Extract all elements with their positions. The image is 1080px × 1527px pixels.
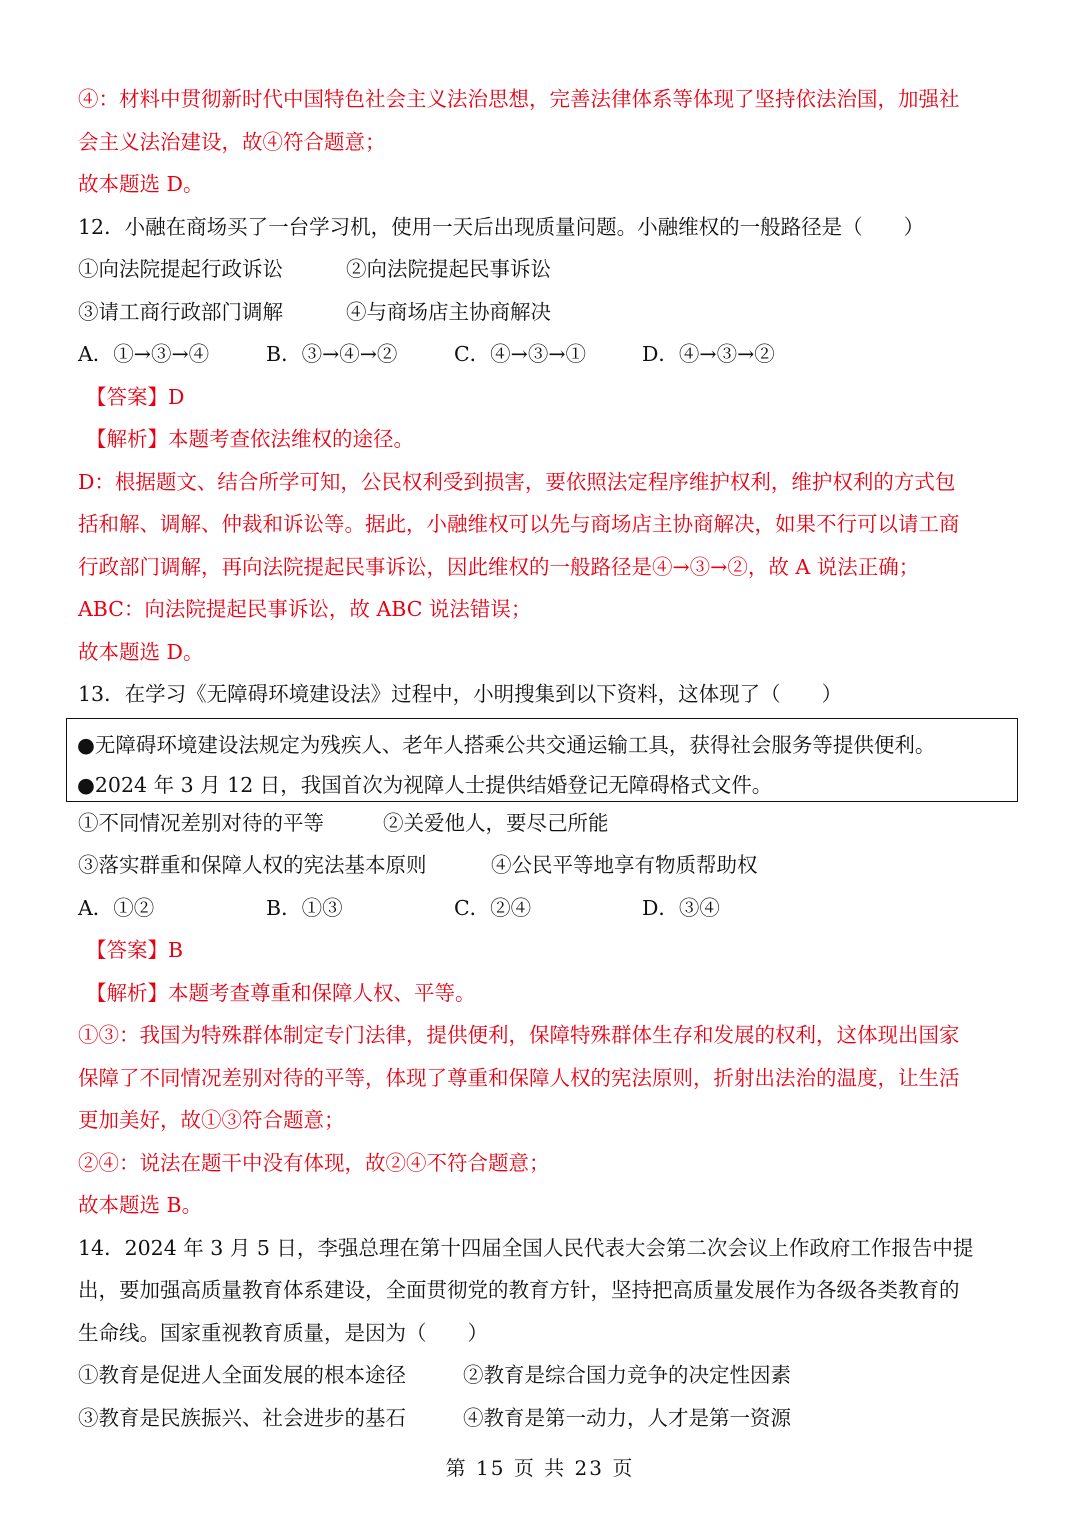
q13-statement-1: ①不同情况差别对待的平等: [78, 810, 324, 835]
q12-statements-row-2: [78, 291, 1006, 334]
q12-choice-b: B．③→④→②: [266, 342, 398, 366]
q12-statement-2: ②向法院提起民事诉讼: [346, 257, 551, 281]
q13-statement-3: ③落实群重和保障人权的宪法基本原则: [78, 853, 427, 877]
q12-choice-d: D．④→③→②: [642, 342, 775, 366]
q14-statement-4: ④教育是第一动力，人才是第一资源: [463, 1405, 791, 1430]
q14-statement-3: ③教育是民族振兴、社会进步的基石: [78, 1405, 406, 1430]
q14-stem-line-1: 14．2024 年 3 月 5 日，李强总理在第十四届全国人民代表大会第二次会议上作政府工作报告中提: [78, 1235, 974, 1260]
q13-analysis-line-2: 保障了不同情况差别对待的平等，体现了尊重和保障人权的宪法原则，折射出法治的温度，让生活: [78, 1065, 960, 1090]
q13-statements-row-1: [78, 802, 1006, 845]
document-page: [78, 78, 1006, 1439]
q13-analysis-line-3: 更加美好，故①③符合题意；: [78, 1108, 345, 1132]
q12-choices: [78, 333, 1006, 376]
prev-analysis-line-2: 会主义法治建设，故④符合题意；: [78, 129, 386, 154]
q14-stem-line-2: 出，要加强高质量教育体系建设，全面贯彻党的教育方针，坚持把高质量发展作为各级各类教育的: [78, 1278, 960, 1302]
q13-analysis-heading: 【解析】本题考查尊重和保障人权、平等。: [86, 980, 476, 1005]
q13-choice-b: B．①③: [266, 895, 343, 920]
q12-choice-c: C．④→③→①: [454, 342, 587, 366]
q12-analysis-line-1: D：根据题文、结合所学可知，公民权利受到损害，要依照法定程序维护权利，维护权利的方式包: [78, 469, 956, 494]
page-footer: 第 15 页 共 23 页: [445, 1456, 635, 1480]
q14-stem-line-3: 生命线。国家重视教育质量，是因为（ ）: [78, 1320, 488, 1345]
q13-statement-2: ②关爱他人，要尽己所能: [383, 810, 609, 835]
q12-analysis-line-2: 括和解、调解、仲裁和诉讼等。据此，小融维权可以先与商场店主协商解决，如果不行可以请工商: [78, 512, 960, 536]
q14-statement-1: ①教育是促进人全面发展的根本途径: [78, 1363, 406, 1387]
q13-analysis-line-1: ①③：我国为特殊群体制定专门法律，提供便利，保障特殊群体生存和发展的权利，这体现出国家: [78, 1023, 960, 1047]
q12-statements-row-1: [78, 248, 1006, 291]
q12-stem: 12．小融在商场买了一台学习机，使用一天后出现质量问题。小融维权的一般路径是（ ）: [78, 214, 925, 239]
q13-material-2: ●2024 年 3 月 12 日，我国首次为视障人士提供结婚登记无障碍格式文件。: [77, 772, 773, 797]
q12-analysis-heading: 【解析】本题考查依法维权的途径。: [86, 427, 414, 451]
q12-choice-a: A．①→③→④: [78, 342, 210, 366]
q12-statement-1: ①向法院提起行政诉讼: [78, 257, 283, 281]
q12-statement-3: ③请工商行政部门调解: [78, 299, 283, 324]
q13-stem: 13．在学习《无障碍环境建设法》过程中，小明搜集到以下资料，这体现了（ ）: [78, 682, 843, 706]
q12-conclusion: 故本题选 D。: [78, 639, 204, 664]
q13-choices: [78, 887, 1006, 930]
q12-answer: 【答案】D: [86, 384, 185, 409]
q12-analysis-line-3: 行政部门调解，再向法院提起民事诉讼，因此维权的一般路径是④→③→②，故 A 说法正确；: [78, 554, 920, 579]
q14-statements-row-1: [78, 1354, 1006, 1397]
q13-answer: 【答案】B: [86, 938, 184, 962]
q13-choice-d: D．③④: [642, 895, 720, 920]
q13-analysis-line-4: ②④：说法在题干中没有体现，故②④不符合题意；: [78, 1150, 550, 1175]
q14-statements-row-2: [78, 1397, 1006, 1440]
q13-statement-4: ④公民平等地享有物质帮助权: [491, 853, 758, 877]
q12-analysis-line-4: ABC：向法院提起民事诉讼，故 ABC 说法错误；: [78, 597, 532, 621]
q13-material-box: [66, 718, 1018, 802]
q13-conclusion: 故本题选 B。: [78, 1193, 203, 1217]
q13-material-1: ●无障碍环境建设法规定为残疾人、老年人搭乘公共交通运输工具，获得社会服务等提供便利。: [77, 732, 936, 757]
q14-statement-2: ②教育是综合国力竞争的决定性因素: [463, 1363, 791, 1387]
q13-statements-row-2: [78, 844, 1006, 887]
prev-conclusion: 故本题选 D。: [78, 172, 204, 196]
q13-choice-c: C．②④: [454, 895, 532, 920]
q13-choice-a: A．①②: [78, 895, 155, 920]
prev-analysis-line-1: ④：材料中贯彻新时代中国特色社会主义法治思想，完善法律体系等体现了坚持依法治国，加强社: [78, 87, 960, 111]
q12-statement-4: ④与商场店主协商解决: [346, 299, 551, 324]
